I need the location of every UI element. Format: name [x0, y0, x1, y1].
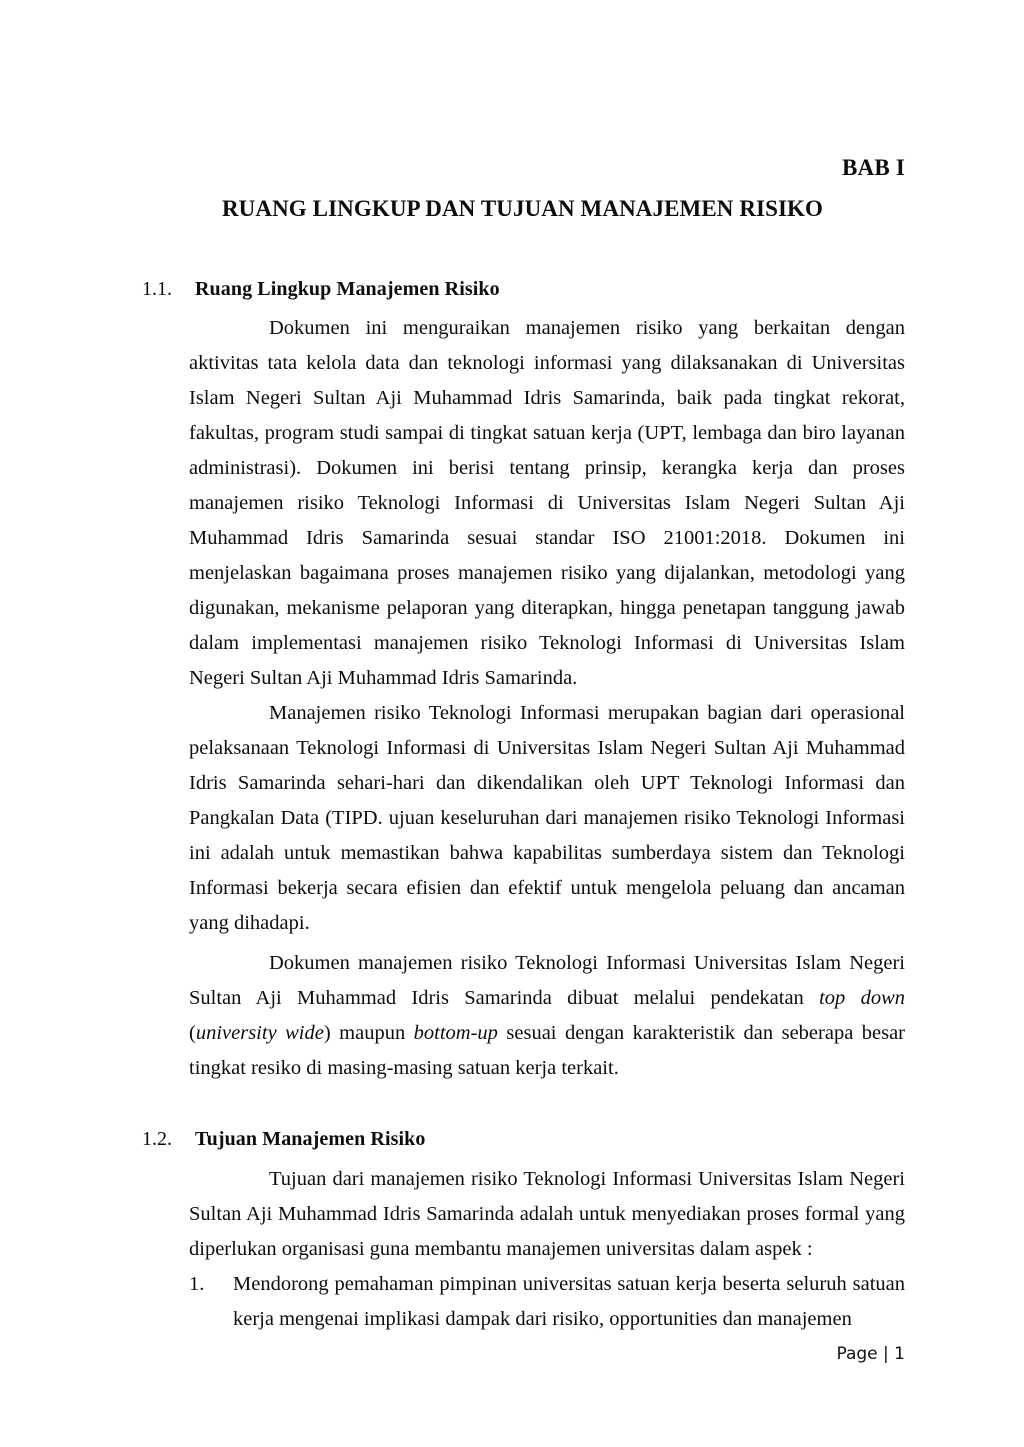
- list-item-text: Mendorong pemahaman pimpinan universitas satuan kerja beserta seluruh satuan kerja mengenai implikasi dampak dari risiko, opportunities dan manajemen: [233, 1273, 905, 1330]
- paragraph-approach-text-4: sesuai dengan karakteristik dan seberapa besar tingkat resiko di masing-masing satuan kerja terkait.: [189, 1022, 906, 1079]
- term-bottom-up: bottom-up: [413, 1022, 498, 1044]
- chapter-label: BAB I: [842, 155, 905, 180]
- chapter-title: RUANG LINGKUP DAN TUJUAN MANAJEMEN RISIKO: [221, 196, 824, 221]
- paragraph-approach: [189, 946, 905, 1086]
- objectives-list: [189, 1267, 905, 1337]
- paragraph-approach-text-3: ) maupun: [323, 1022, 414, 1044]
- section-heading-1-1: [142, 278, 905, 301]
- paragraph-objectives-intro: Tujuan dari manajemen risiko Teknologi Informasi Universitas Islam Negeri Sultan Aji Muhammad Idris Samarinda adalah untuk menyediakan proses formal yang diperlukan organisasi guna membantu manajemen universitas dalam aspek :: [189, 1168, 905, 1260]
- paragraph-operational-context: Manajemen risiko Teknologi Informasi merupakan bagian dari operasional pelaksanaan Teknologi Informasi di Universitas Islam Negeri Sultan Aji Muhammad Idris Samarinda sehari-hari dan dikendalikan oleh UPT Teknologi Informasi dan Pangkalan Data (TIPD. ujuan keseluruhan dari manajemen risiko Teknologi Informasi ini adalah untuk memastikan bahwa kapabilitas sumberdaya sistem dan Teknologi Informasi bekerja secara efisien dan efektif untuk mengelola peluang dan ancaman yang dihadapi.: [189, 702, 905, 934]
- list-item-number: 1.: [189, 1273, 205, 1295]
- section-heading-1-2: [142, 1128, 905, 1151]
- term-top-down: top down: [819, 987, 905, 1009]
- section-label-1-2: Tujuan Manajemen Risiko: [195, 1128, 426, 1150]
- page-footer: Page | 1: [836, 1344, 905, 1364]
- section-label-1-1: Ruang Lingkup Manajemen Risiko: [195, 278, 500, 300]
- section-number-1-2: 1.2.: [142, 1128, 172, 1150]
- list-item: [189, 1267, 905, 1337]
- term-university-wide: university wide: [195, 1022, 324, 1044]
- paragraph-approach-text-1: Dokumen manajemen risiko Teknologi Informasi Universitas Islam Negeri Sultan Aji Muhammad Idris Samarinda dibuat melalui pendekatan: [189, 952, 905, 1009]
- paragraph-approach-text-2: (: [189, 1022, 196, 1044]
- paragraph-scope-intro: Dokumen ini menguraikan manajemen risiko yang berkaitan dengan aktivitas tata kelola data dan teknologi informasi yang dilaksanakan di Universitas Islam Negeri Sultan Aji Muhammad Idris Samarinda, baik pada tingkat rekorat, fakultas, program studi sampai di tingkat satuan kerja (UPT, lembaga dan biro layanan administrasi). Dokumen ini berisi tentang prinsip, kerangka kerja dan proses manajemen risiko Teknologi Informasi di Universitas Islam Negeri Sultan Aji Muhammad Idris Samarinda sesuai standar ISO 21001:2018. Dokumen ini menjelaskan bagaimana proses manajemen risiko yang dijalankan, metodologi yang digunakan, mekanisme pelaporan yang diterapkan, hingga penetapan tanggung jawab dalam implementasi manajemen risiko Teknologi Informasi di Universitas Islam Negeri Sultan Aji Muhammad Idris Samarinda.: [189, 317, 905, 689]
- section-number-1-1: 1.1.: [142, 278, 172, 300]
